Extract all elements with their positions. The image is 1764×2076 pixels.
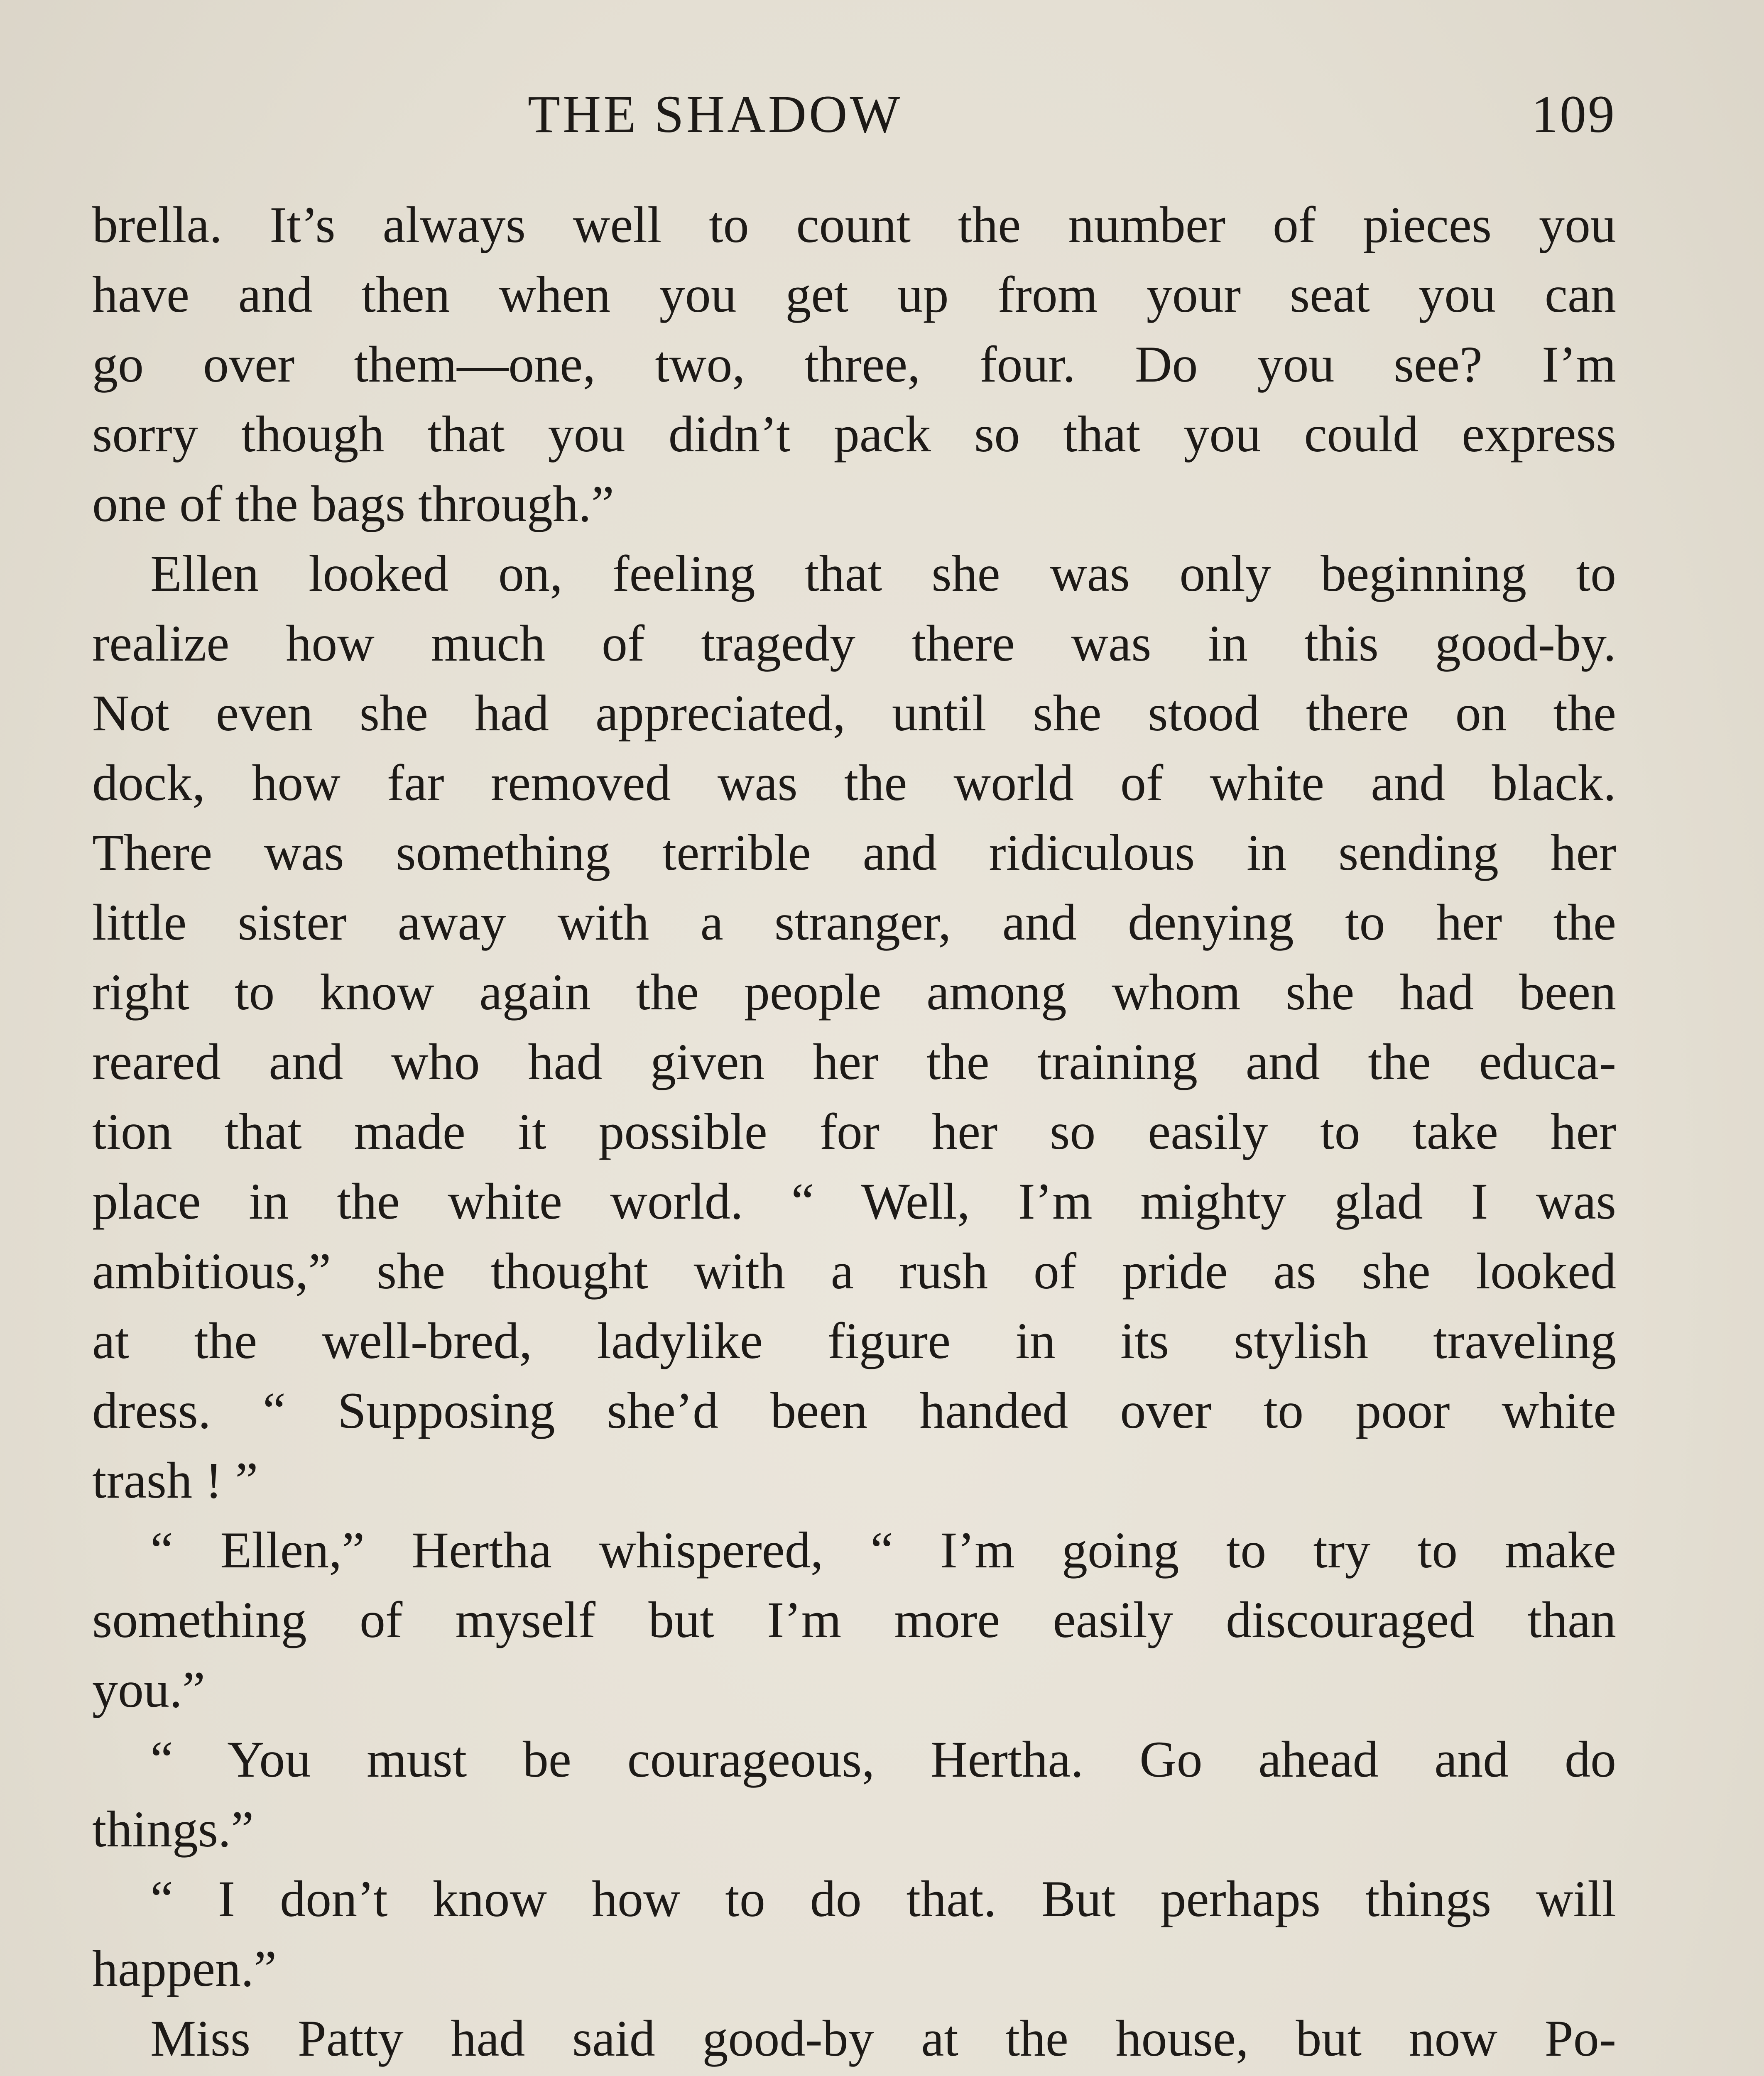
text-line: you.” xyxy=(92,1661,206,1718)
text-line: things.” xyxy=(92,1801,254,1858)
text-line: little sister away with a stranger, and denying to her the xyxy=(92,894,1616,951)
body-text xyxy=(92,190,1616,2076)
text-line: ambitious,” she thought with a rush of pride as she looked xyxy=(92,1243,1616,1300)
text-line: dress. “ Supposing she’d been handed over to poor white xyxy=(92,1382,1616,1439)
text-line: “ Ellen,” Hertha whispered, “ I’m going to try to make xyxy=(150,1522,1616,1579)
text-line: one of the bags through.” xyxy=(92,475,614,532)
text-line: sorry though that you didn’t pack so that you could express xyxy=(92,406,1616,463)
text-line: There was something terrible and ridiculous in sending her xyxy=(92,824,1616,881)
text-line: something of myself but I’m more easily discouraged than xyxy=(92,1591,1616,1648)
text-line: dock, how far removed was the world of white and black. xyxy=(92,754,1616,811)
text-line: Ellen looked on, feeling that she was only beginning to xyxy=(150,545,1616,602)
text-line: have and then when you get up from your seat you can xyxy=(92,266,1616,323)
text-line: at the well-bred, ladylike figure in its stylish traveling xyxy=(92,1312,1616,1369)
text-line: brella. It’s always well to count the number of pieces you xyxy=(92,196,1616,253)
text-line: trash ! ” xyxy=(92,1452,258,1509)
text-line: “ You must be courageous, Hertha. Go ahead and do xyxy=(150,1731,1616,1788)
text-line: tion that made it possible for her so easily to take her xyxy=(92,1103,1616,1160)
page-number: 109 xyxy=(1531,85,1616,144)
running-title: THE SHADOW xyxy=(527,85,903,144)
text-line: reared and who had given her the training and the educa- xyxy=(92,1033,1616,1090)
page-header xyxy=(92,73,1616,156)
text-line: realize how much of tragedy there was in this good-by. xyxy=(92,615,1616,672)
text-line: Miss Patty had said good-by at the house, but now Po- xyxy=(150,2010,1616,2067)
text-line: right to know again the people among whom she had been xyxy=(92,964,1616,1021)
text-line xyxy=(92,2074,1616,2076)
text-line: Not even she had appreciated, until she stood there on the xyxy=(92,685,1616,742)
text-line: “ I don’t know how to do that. But perhaps things will xyxy=(150,1870,1616,1927)
text-line: happen.” xyxy=(92,1940,277,1997)
text-line: go over them—one, two, three, four. Do you see? I’m xyxy=(92,336,1616,393)
text-line: place in the white world. “ Well, I’m mighty glad I was xyxy=(92,1173,1616,1230)
